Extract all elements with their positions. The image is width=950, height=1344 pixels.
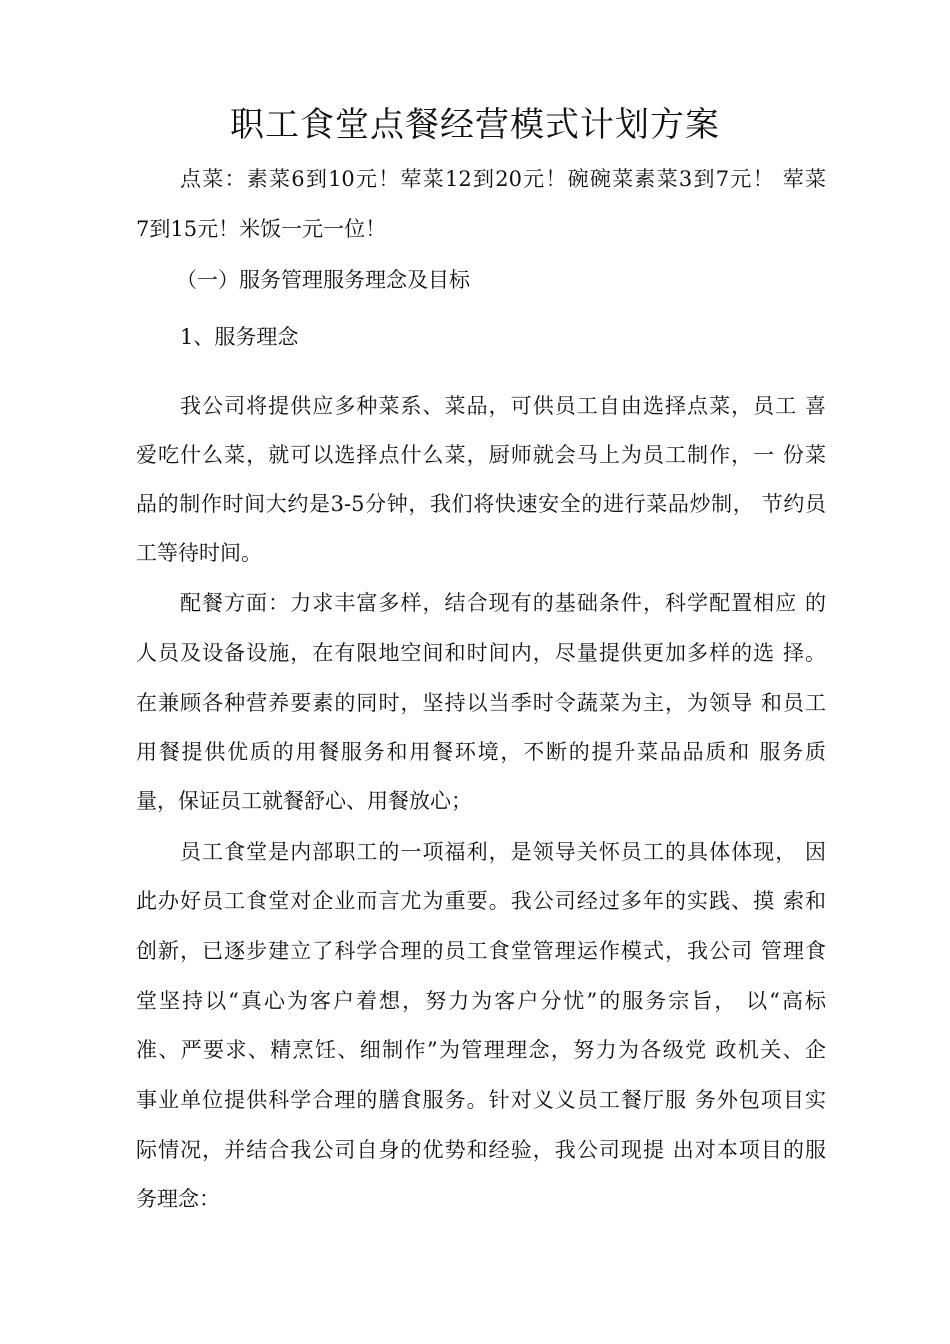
document-title: 职工食堂点餐经营模式计划方案 — [230, 105, 720, 145]
paragraph-line: 我公司将提供应多种菜系、菜品，可供员工自由选择点菜，员工 喜 — [180, 394, 826, 418]
paragraph-line: 在兼顾各种营养要素的同时，坚持以当季时令蔬菜为主，为领导 和员工 — [136, 691, 826, 715]
paragraph-line: 爱吃什么菜，就可以选择点什么菜，厨师就会马上为员工制作，一 份菜 — [136, 443, 826, 467]
paragraph-line: 际情况，并结合我公司自身的优势和经验，我公司现提 出对本项目的服 — [136, 1138, 826, 1162]
paragraph-line: 堂坚持以“真心为客户着想，努力为客户分忧”的服务宗旨， 以“高标 — [136, 989, 826, 1013]
paragraph-line: 7到15元！米饭一元一位！ — [136, 217, 387, 241]
paragraph-line: 人员及设备设施，在有限地空间和时间内，尽量提供更加多样的选 择。 — [136, 641, 826, 665]
paragraph-line: 配餐方面：力求丰富多样，结合现有的基础条件，科学配置相应 的 — [180, 591, 826, 615]
paragraph-line: 准、严要求、精烹饪、细制作”为管理理念，努力为各级党 政机关、企 — [136, 1038, 826, 1062]
paragraph-line: 创新，已逐步建立了科学合理的员工食堂管理运作模式，我公司 管理食 — [136, 939, 826, 963]
paragraph-line: 此办好员工食堂对企业而言尤为重要。我公司经过多年的实践、摸 索和 — [136, 889, 826, 913]
paragraph-line: 事业单位提供科学合理的膳食服务。针对义义员工餐厅服 务外包项目实 — [136, 1088, 826, 1112]
paragraph-line: 点菜：素菜6到10元！荤菜12到20元！碗碗菜素菜3到7元！ 荤菜 — [180, 167, 826, 191]
paragraph-line: 量，保证员工就餐舒心、用餐放心； — [136, 789, 472, 813]
paragraph-line: 务理念： — [136, 1187, 220, 1211]
paragraph-line: 品的制作时间大约是3-5分钟，我们将快速安全的进行菜品炒制， 节约员 — [136, 492, 826, 516]
section-heading: （一）服务管理服务理念及目标 — [176, 268, 470, 292]
paragraph-line: 员工食堂是内部职工的一项福利，是领导关怀员工的具体体现， 因 — [180, 840, 826, 864]
paragraph-line: 工等待时间。 — [136, 541, 262, 565]
subsection-heading: 1、服务理念 — [180, 325, 299, 349]
paragraph-line: 用餐提供优质的用餐服务和用餐环境，不断的提升菜品品质和 服务质 — [136, 740, 826, 764]
